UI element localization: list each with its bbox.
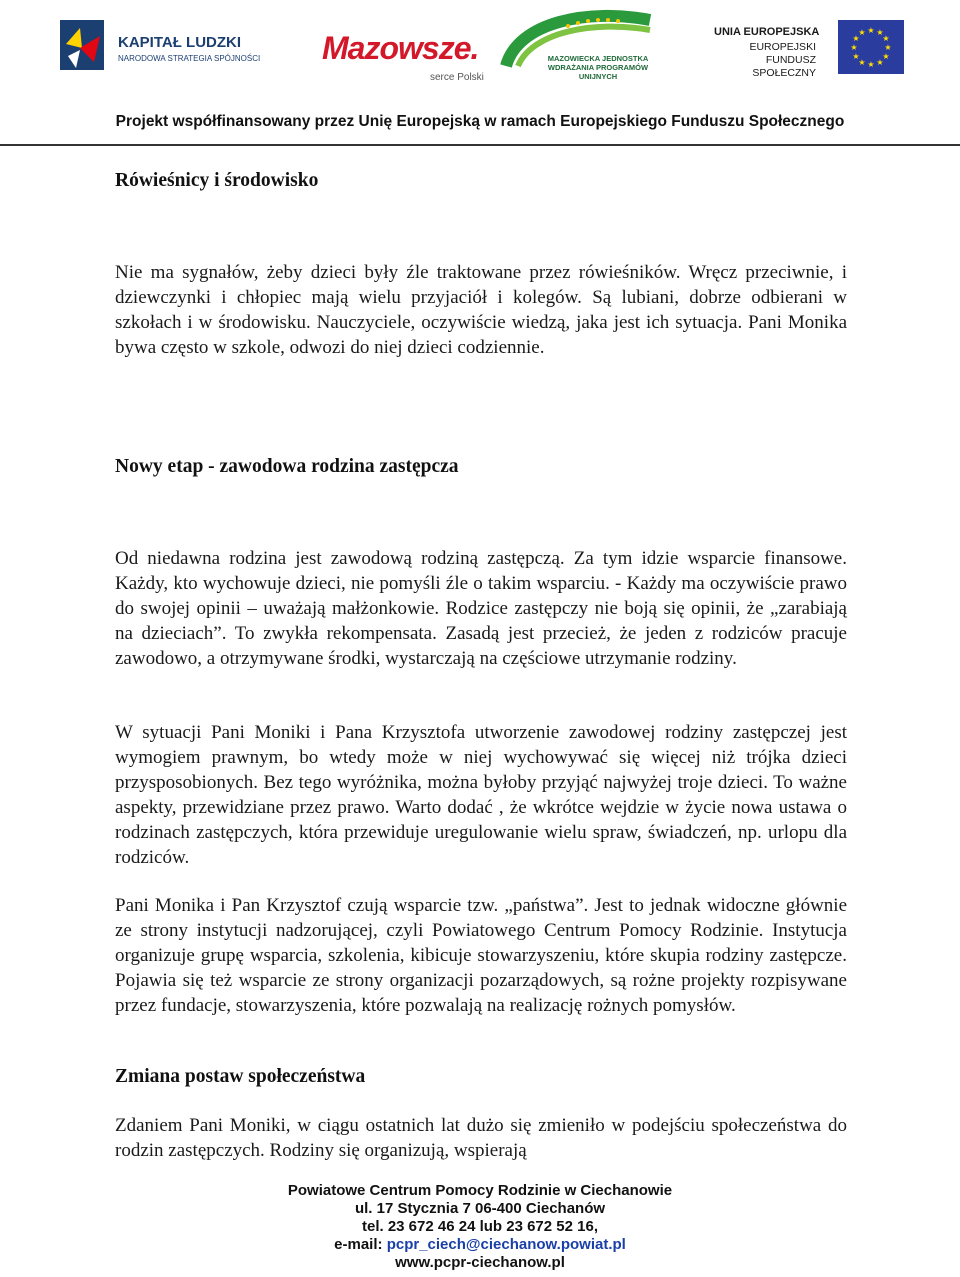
svg-text:★: ★ [858,58,866,67]
footer-email-link[interactable]: pcpr_ciech@ciechanow.powiat.pl [386,1236,626,1253]
mazowsze-logo [322,30,482,90]
footer-phone: tel. 23 672 46 24 lub 23 672 52 16, [361,1218,598,1235]
svg-text:★: ★ [867,26,875,35]
svg-text:★: ★ [867,60,875,69]
paragraph-rowiesnicy: Nie ma sygnałów, żeby dzieci były źle traktowane przez rówieśników. Wręcz przeciwnie, i dziewczynki i chłopiec mają wielu przyjaciół i kolegów. Są lubiani, dobrze odbierani w szkołach i w środowisku. Nauczyciele, oczywiście wiedzą, jaka jest ich sytuacja. Pani Monika bywa często w szkole, odwozi do niej dzieci codziennie. [115,262,847,358]
ue-line-2: EUROPEJSKI [749,41,816,53]
footer-email-row [0,1236,960,1254]
mazowsze-subtitle: serce Polski [430,72,484,83]
section-heading-zmiana-postaw: Zmiana postaw społeczeństwa [115,1066,366,1087]
mazowiecka-jednostka-text: MAZOWIECKA JEDNOSTKA WDRAŻANIA PROGRAMÓW UNIJNYCH [547,54,649,81]
svg-text:★: ★ [858,28,866,37]
footer-website-link[interactable]: www.pcpr-ciechanow.pl [395,1254,565,1271]
svg-text:★: ★ [884,43,892,52]
svg-text:★: ★ [876,28,884,37]
kapital-ludzki-subtitle: NARODOWA STRATEGIA SPÓJNOŚCI [118,54,261,63]
header-logos [0,0,960,100]
svg-text:★: ★ [852,34,860,43]
footer-contact [0,1182,960,1272]
ue-line-3: FUNDUSZ SPOŁECZNY [752,54,816,79]
footer-org-name: Powiatowe Centrum Pomocy Rodzinie w Ciechanowie [287,1182,673,1199]
section-heading-rowiesnicy: Rówieśnicy i środowisko [115,170,319,191]
header-divider [0,144,960,146]
project-cofinancing-line: Projekt współfinansowany przez Unię Europejską w ramach Europejskiego Funduszu Społecznego [115,113,845,130]
kapital-ludzki-title: KAPITAŁ LUDZKI [118,34,242,51]
ue-fund-name [704,41,816,80]
footer-email-label: e-mail: [334,1236,383,1253]
paragraph-nowy-etap-3: Pani Monika i Pan Krzysztof czują wsparcie tzw. „państwa”. Jest to jednak widoczne głównie ze strony instytucji nadzorującej, czyli Powiatowego Centrum Pomocy Rodzinie. Instytucja organizuje grupę wsparcia, szkolenia, kibicuje stowarzyszeniu, które skupia rodziny zastępcze. Pojawia się też wsparcie ze strony organizacji pozarządowych, są rożne projekty rozpisywane przez fundacje, stowarzyszenia, które pozwalają na realizację rożnych pomysłów. [115,895,847,1016]
mazowsze-title: Mazowsze. [322,30,479,66]
svg-text:★: ★ [852,52,860,61]
kapital-ludzki-logo [58,14,288,80]
section-heading-nowy-etap: Nowy etap - zawodowa rodzina zastępcza [115,456,459,477]
eu-flag-icon [838,20,904,74]
svg-text:★: ★ [850,43,858,52]
svg-text:★: ★ [882,52,890,61]
footer-address: ul. 17 Stycznia 7 06-400 Ciechanów [354,1200,606,1217]
paragraph-zmiana-postaw: Zdaniem Pani Moniki, w ciągu ostatnich lat dużo się zmieniło w podejściu społeczeństwa do rodzin zastępczych. Rodziny się organizują, wspierają [115,1115,847,1161]
ue-title: UNIA EUROPEJSKA [714,26,820,38]
paragraph-nowy-etap-1: Od niedawna rodzina jest zawodową rodziną zastępczą. Za tym idzie wsparcie finansowe. Każdy, kto wychowuje dzieci, nie pomyśli źle o takim wsparciu. - Każdy ma oczywiście prawo do swojej opinii – uważają małżonkowie. Rodzice zastępczy nie boją się opinii, że „zarabiają na dzieciach”. To zwykła rekompensata. Zasadą jest przecież, że jeden z rodziców pracuje zawodowo, a otrzymywane środki, wystarczają na częściowe utrzymanie rodziny. [115,548,847,669]
kapital-ludzki-emblem-icon [58,14,108,76]
svg-text:★: ★ [882,34,890,43]
paragraph-nowy-etap-2: W sytuacji Pani Moniki i Pana Krzysztofa utworzenie zawodowej rodziny zastępczej jest wymogiem prawnym, bo wtedy może w niej wychowywać się więcej niż trójka dzieci przysposobionych. Bez tego wyróżnika, można byłoby przyjąć najwyżej troje dzieci. To ważne aspekty, przewidziane przez prawo. Warto dodać , że wkrótce wejdzie w życie nowa ustawa o rodzinach zastępczych, która przewiduje uregulowanie wielu spraw, świadczeń, np. urlopu dla rodziców. [115,722,847,868]
ue-efs-logo [700,20,910,80]
mazowiecka-jednostka-logo [498,8,658,92]
svg-text:★: ★ [876,58,884,67]
